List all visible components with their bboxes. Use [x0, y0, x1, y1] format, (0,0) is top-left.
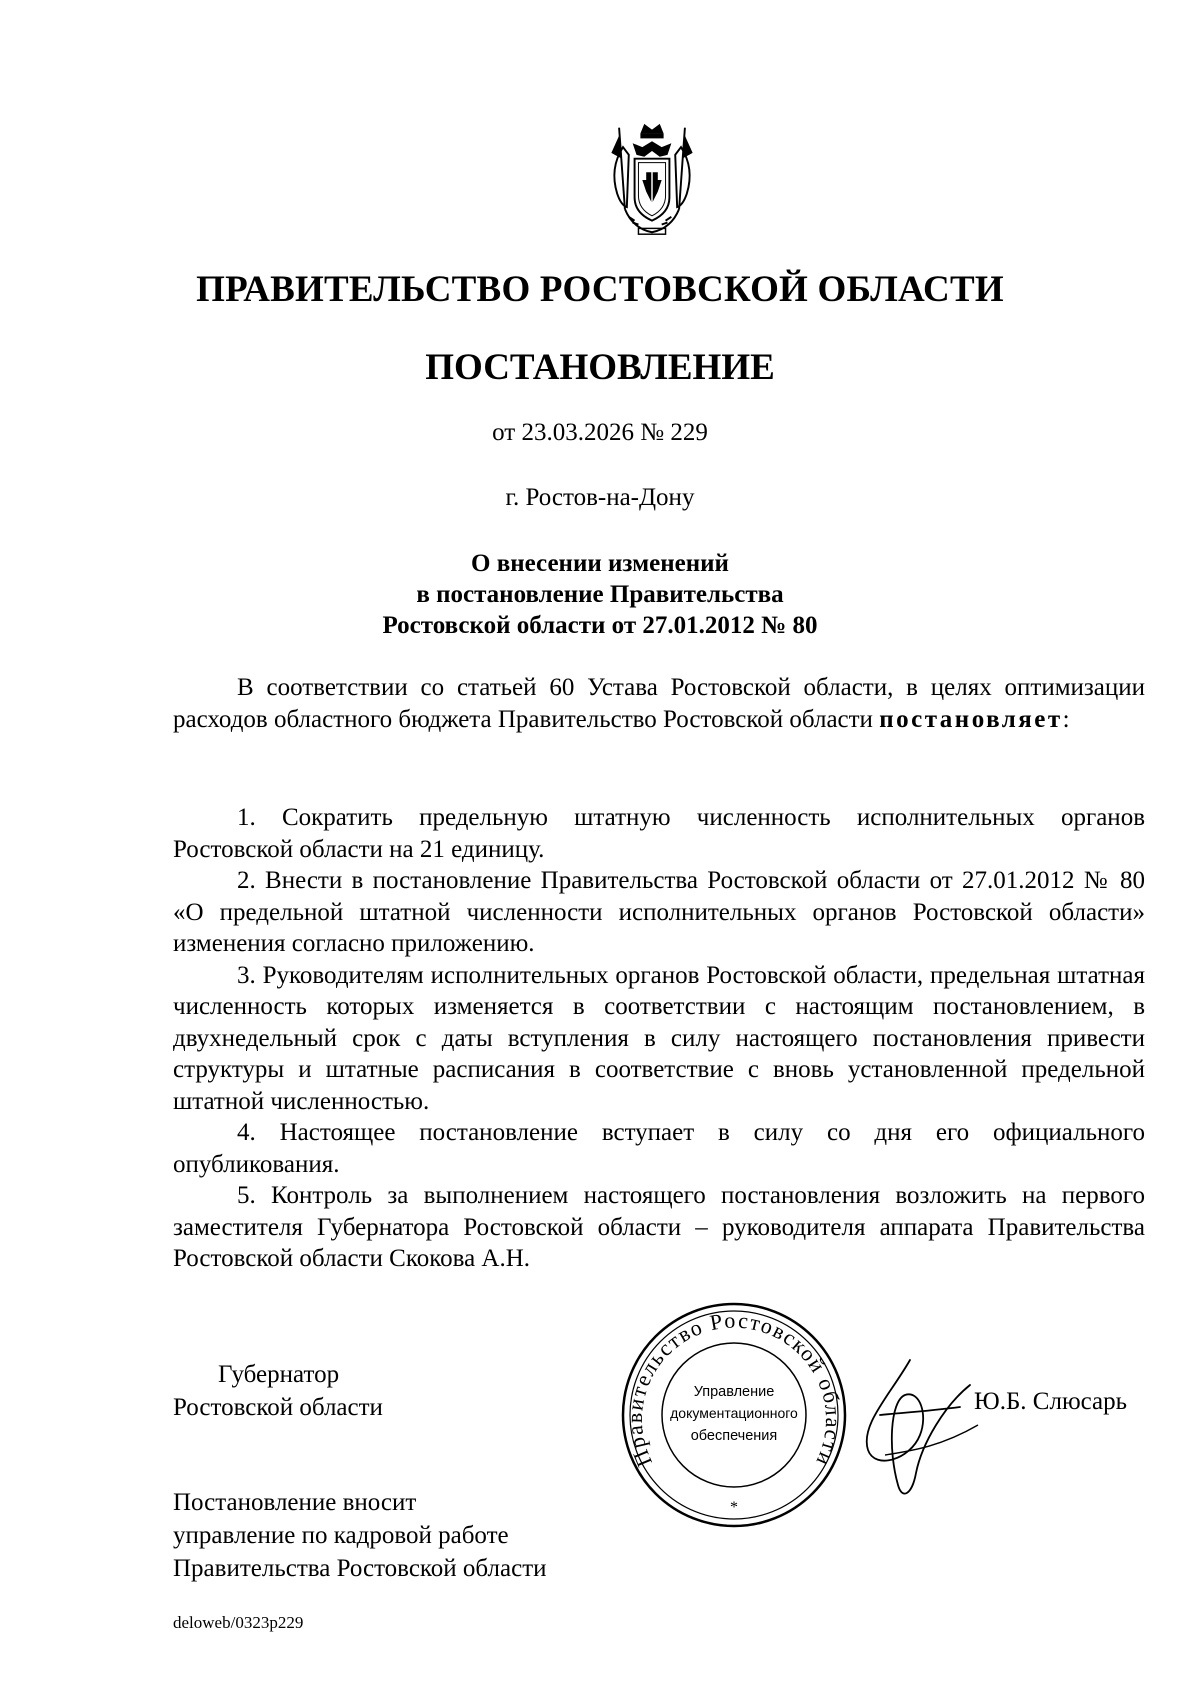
seal-star-icon: *	[730, 1499, 738, 1516]
decree-item-4: 4. Настоящее постановление вступает в силу со дня его официального опубликования.	[173, 1119, 1145, 1178]
signatory-position-line: Губернатор	[218, 1361, 340, 1388]
decree-item-2: 2. Внести в постановление Правительства Ростовской области от 27.01.2012 № 80 «О предельной штатной численности исполнительных органов Ростовской области» изменения согласно приложению.	[173, 867, 1145, 957]
seal-center-line: документационного	[670, 1405, 798, 1421]
decree-item-1: 1. Сократить предельную штатную численность исполнительных органов Ростовской области на 21 единицу.	[173, 804, 1145, 863]
handwritten-signature	[850, 1355, 985, 1505]
preamble-text: В соответствии со статьей 60 Устава Ростовской области, в целях оптимизации расходов областного бюджета Правительство Ростовской области	[173, 674, 1145, 733]
seal-ring-text: Правительство Ростовской области	[621, 1307, 847, 1471]
introduced-by-block	[173, 1486, 547, 1585]
decree-item-5: 5. Контроль за выполнением настоящего постановления возложить на первого заместителя Губернатора Ростовской области – руководителя аппарата Правительства Ростовской области Скокова А.Н.	[173, 1182, 1145, 1272]
introduced-by-line: Правительства Ростовской области	[173, 1555, 547, 1582]
official-seal	[619, 1300, 849, 1530]
preamble-colon: :	[1062, 705, 1070, 733]
preamble-paragraph	[173, 672, 1145, 735]
document-date-number: от 23.03.2026 № 229	[492, 419, 708, 446]
signatory-name: Ю.Б. Слюсарь	[974, 1388, 1128, 1415]
signatory-position-line: Ростовской области	[173, 1394, 383, 1421]
document-heading	[0, 548, 1200, 641]
introduced-by-line: Постановление вносит	[173, 1489, 417, 1516]
document-type-title: ПОСТАНОВЛЕНИЕ	[425, 347, 775, 388]
heading-line: в постановление Правительства	[416, 581, 784, 608]
heading-line: О внесении изменений	[471, 550, 729, 577]
seal-center-line: Управление	[693, 1384, 775, 1400]
coat-of-arms-icon	[603, 120, 701, 240]
document-city: г. Ростов-на-Дону	[505, 484, 695, 511]
decree-items	[173, 802, 1145, 1275]
decree-item-3: 3. Руководителям исполнительных органов Ростовской области, предельная штатная численность которых изменяется в соответствии с настоящим постановлением, в двухнедельный срок с даты вступления в силу настоящего постановления привести структуры и штатные расписания в соответствие с вновь установленной предельной штатной численностью.	[173, 961, 1145, 1115]
introduced-by-line: управление по кадровой работе	[173, 1522, 509, 1549]
organization-title: ПРАВИТЕЛЬСТВО РОСТОВСКОЙ ОБЛАСТИ	[196, 269, 1004, 310]
seal-center-line: обеспечения	[690, 1428, 778, 1444]
signatory-position	[173, 1358, 383, 1424]
heading-line: Ростовской области от 27.01.2012 № 80	[382, 612, 818, 639]
decree-word: постановляет	[879, 705, 1063, 733]
document-registry-code: deloweb/0323p229	[173, 1613, 304, 1632]
